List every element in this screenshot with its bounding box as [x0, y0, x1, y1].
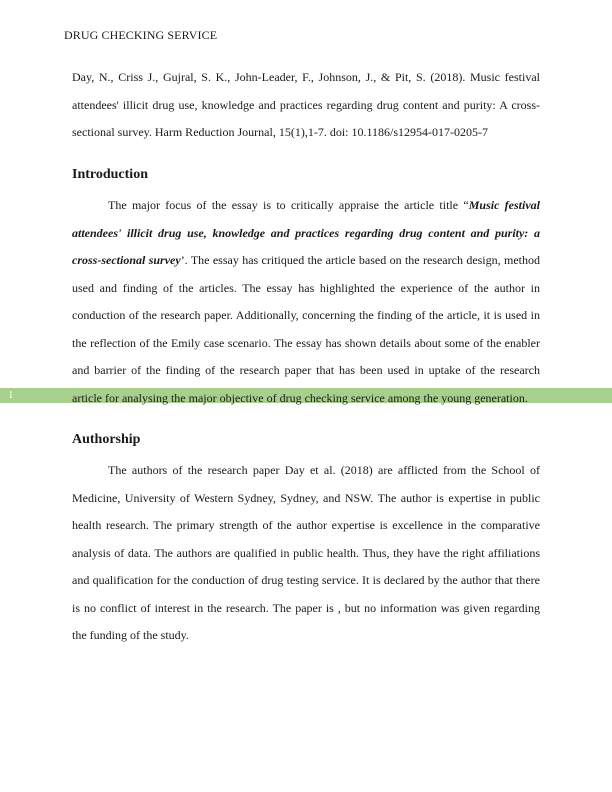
authorship-paragraph: The authors of the research paper Day et al. (2018) are afflicted from the School of Medicine, University of Western Sydney, Sydney, and NSW. The author is expertise in public health research. The primary strength of the author expertise is excellence in the comparative analysis of data. The authors are qualified in public health. Thus, they have the right affiliations and qualification for the conduction of drug testing service. It is declared by the author that there is no conflict of interest in the research. The paper is , but no information was given regarding the funding of the study.: [72, 463, 540, 642]
introduction-heading: Introduction: [72, 167, 148, 182]
running-head: DRUG CHECKING SERVICE: [64, 28, 218, 42]
article-title: Music festival attendees' illicit drug use, knowledge and practices regarding drug content and purity: a cross-sectional survey: [72, 198, 541, 267]
authorship-heading: Authorship: [72, 432, 141, 447]
reference-citation: Day, N., Criss J., Gujral, S. K., John-Leader, F., Johnson, J., & Pit, S. (2018). Music festival attendees' illicit drug use, knowledge and practices regarding drug content and purity: A cross-sectional survey. Harm Reduction Journal, 15(1),1-7. doi: 10.1186/s12954-017-0205-7: [72, 70, 540, 139]
intro-text-after-title: ’. The essay has critiqued the article based on the research design, method used and finding of the articles. The essay has highlighted the experience of the author in conduction of the research paper. Additionally, concerning the finding of the article, it is used in the reflection of the Emily case scenario. The essay has shown details about some of the enabler and barrier of the finding of the research paper that has been used in uptake of the research article for analysing the major objective of drug checking service among the young generation.: [72, 253, 540, 405]
intro-text-before-title: The major focus of the essay is to critically appraise the article title “: [108, 198, 469, 212]
page-number: 1: [8, 389, 14, 401]
introduction-paragraph: [72, 192, 540, 412]
